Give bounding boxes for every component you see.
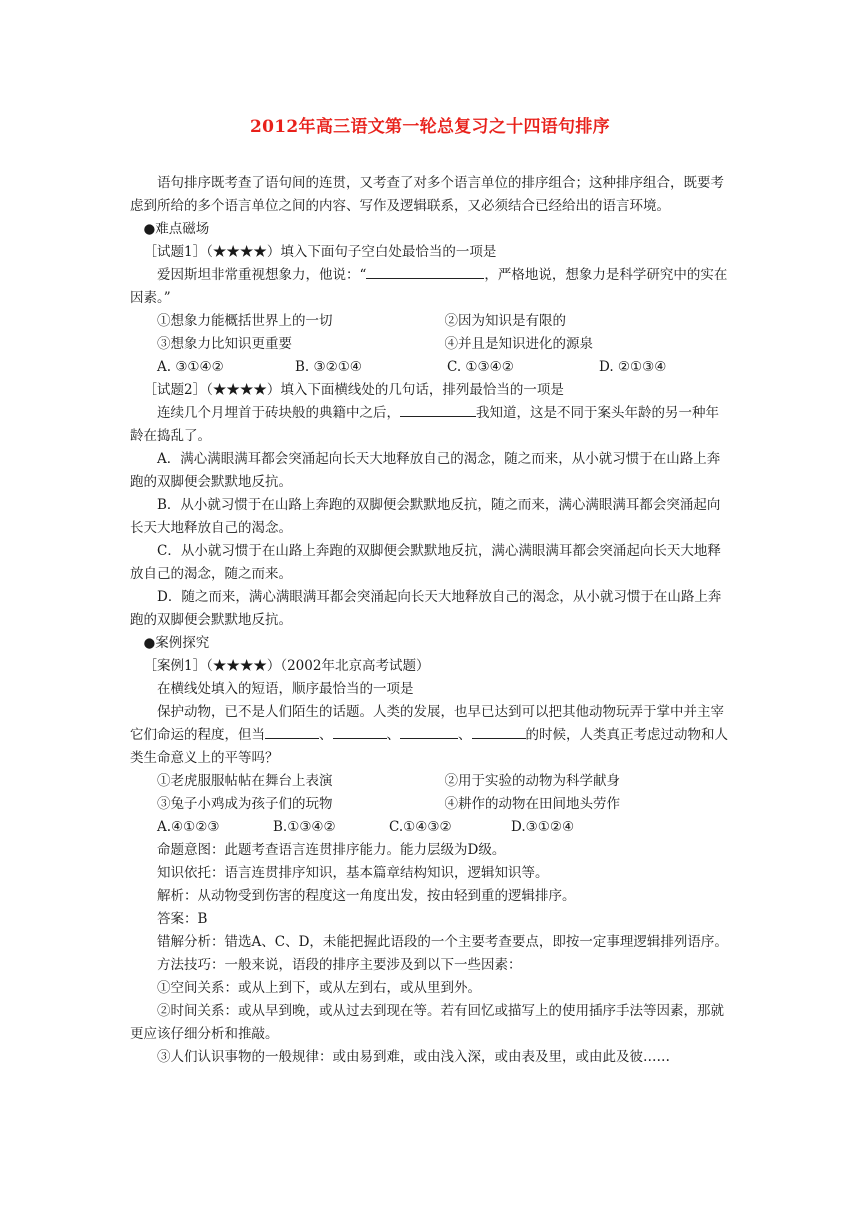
q1-items-row-2 <box>130 333 732 356</box>
q2-option-d: D．随之而来，满心满眼满耳都会突涌起向长天大地释放自己的渴念，从小就习惯于在山路上奔跑的双脚便会默默地反抗。 <box>130 589 722 628</box>
case1-items-row-1 <box>130 770 732 793</box>
case1-basis: 知识依托：语言连贯排序知识，基本篇章结构知识，逻辑知识等。 <box>157 865 549 881</box>
case1-blank <box>265 724 319 739</box>
case1-item: ①老虎服服帖帖在舞台上表演 <box>157 773 333 789</box>
q2-option-b: B．从小就习惯于在山路上奔跑的双脚便会默默地反抗，随之而来，满心满眼满耳都会突涌起向长天大地释放自己的渴念。 <box>130 497 721 536</box>
case1-option-a: A.④①②③ <box>157 819 220 835</box>
q2-header: ［试题2］（★★★★）填入下面横线处的几句话，排列最恰当的一项是 <box>143 382 564 398</box>
case1-items-row-2 <box>130 793 732 816</box>
case1-point: ①空间关系：或从上到下，或从左到右，或从里到外。 <box>157 980 481 996</box>
case1-analysis: 解析：从动物受到伤害的程度这一角度出发，按由轻到重的逻辑排序。 <box>157 888 576 904</box>
case1-option-d: D.③①②④ <box>511 819 575 835</box>
case1-options <box>130 816 732 839</box>
case1-method: 方法技巧：一般来说，语段的排序主要涉及到以下一些因素： <box>157 957 522 973</box>
q1-option-b: B. ③②①④ <box>295 359 362 375</box>
q1-items-row-1 <box>130 310 732 333</box>
q2-blank <box>400 402 476 417</box>
q1-item: ②因为知识是有限的 <box>444 313 566 329</box>
case1-header: ［案例1］（★★★★）（2002年北京高考试题） <box>143 658 430 674</box>
case1-point: ②时间关系：或从早到晚，或从过去到现在等。若有回忆或描写上的使用插序手法等因素，那就更应该仔细分析和推敲。 <box>130 1003 724 1042</box>
q1-options <box>130 356 732 379</box>
case1-stem: 保护动物，已不是人们陌生的话题。人类的发展，也早已达到可以把其他动物玩弄于掌中并主宰它们命运的程度，但当 、 、 、 的时候，人类真正考虑过动物和人类生命意义上的平等吗？ <box>130 704 728 766</box>
section-heading-difficulty: ●难点磁场 <box>143 221 210 237</box>
case1-prompt: 在横线处填入的短语，顺序最恰当的一项是 <box>157 681 414 697</box>
section-heading-case: ●案例探究 <box>143 635 210 651</box>
case1-blank <box>333 724 387 739</box>
case1-item: ②用于实验的动物为科学献身 <box>444 773 620 789</box>
case1-intent: 命题意图：此题考查语言连贯排序能力。能力层级为D级。 <box>157 842 506 858</box>
case1-option-b: B.①③④② <box>273 819 336 835</box>
q2-option-a: A．满心满眼满耳都会突涌起向长天大地释放自己的渴念，随之而来，从小就习惯于在山路上奔跑的双脚便会默默地反抗。 <box>130 451 721 490</box>
q2-stem: 连续几个月埋首于砖块般的典籍中之后， 我知道，这是不同于案头年龄的另一种年龄在捣乱了。 <box>130 402 732 448</box>
q1-blank <box>366 264 484 279</box>
case1-point: ③人们认识事物的一般规律：或由易到难，或由浅入深，或由表及里，或由此及彼…… <box>157 1049 670 1065</box>
case1-blank <box>472 724 526 739</box>
q2-option-c: C．从小就习惯于在山路上奔跑的双脚便会默默地反抗，满心满眼满耳都会突涌起向长天大地释放自己的渴念，随之而来。 <box>130 543 721 582</box>
document-title: 2012年高三语文第一轮总复习之十四语句排序 <box>250 117 610 137</box>
document-body <box>130 172 732 1069</box>
q1-stem: 爱因斯坦非常重视想象力，他说：“ ，严格地说，想象力是科学研究中的实在因素。” <box>130 264 732 310</box>
case1-blank <box>400 724 458 739</box>
case1-error-analysis: 错解分析：错选A、C、D，未能把握此语段的一个主要考查要点，即按一定事理逻辑排列语序。 <box>157 934 728 950</box>
case1-option-c: C.①④③② <box>389 819 452 835</box>
q1-header: ［试题1］（★★★★）填入下面句子空白处最恰当的一项是 <box>143 244 497 260</box>
case1-item: ④耕作的动物在田间地头劳作 <box>444 796 620 812</box>
q1-item: ①想象力能概括世界上的一切 <box>157 313 333 329</box>
q1-item: ④并且是知识进化的源泉 <box>444 336 593 352</box>
q1-option-c: C. ①③④② <box>447 359 514 375</box>
intro-paragraph: 语句排序既考查了语句间的连贯，又考查了对多个语言单位的排序组合；这种排序组合，既要考虑到所给的多个语言单位之间的内容、写作及逻辑联系，又必须结合已经给出的语言环境。 <box>130 175 724 214</box>
q1-item: ③想象力比知识更重要 <box>157 336 292 352</box>
q1-option-a: A. ③①④② <box>157 359 224 375</box>
q1-option-d: D. ②①③④ <box>599 359 667 375</box>
case1-answer: 答案：B <box>157 911 208 927</box>
case1-item: ③兔子小鸡成为孩子们的玩物 <box>157 796 333 812</box>
